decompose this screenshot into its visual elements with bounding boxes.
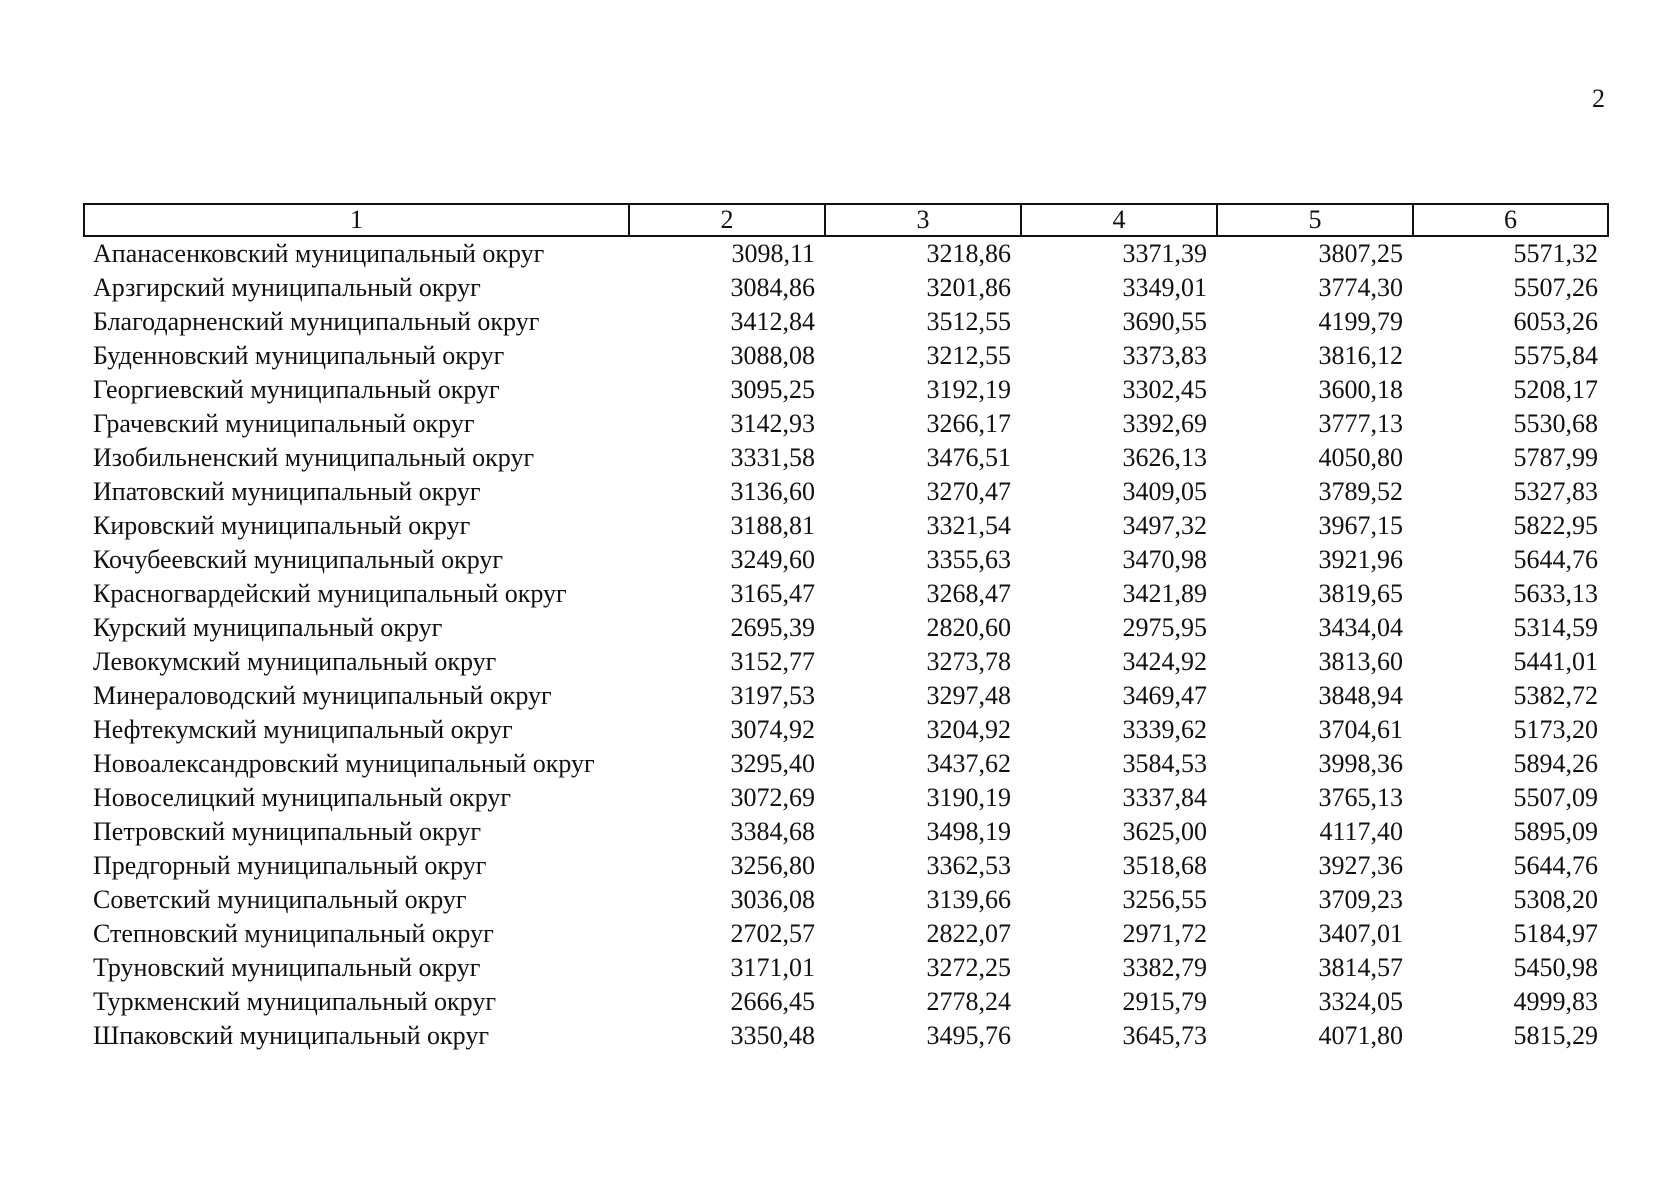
value-cell-col-5: 3704,61 [1318,715,1403,744]
value-cell-col-4: 3373,83 [1122,341,1207,370]
value-cell-col-2: 3072,69 [730,783,815,812]
district-name: Новоалександровский муниципальный округ [93,749,595,778]
district-name: Георгиевский муниципальный округ [93,375,500,404]
district-name: Советский муниципальный округ [93,885,467,914]
district-name: Петровский муниципальный округ [93,817,481,846]
table-row [84,849,1608,883]
value-cell-col-6: 5822,95 [1513,511,1598,540]
value-cell-col-6: 5530,68 [1513,409,1598,438]
value-cell-col-4: 3497,32 [1122,511,1207,540]
value-cell-col-2: 3256,80 [730,851,815,880]
district-name: Курский муниципальный округ [93,613,443,642]
value-cell-col-2: 3152,77 [730,647,815,676]
value-cell-col-3: 3212,55 [926,341,1011,370]
value-cell-col-4: 3382,79 [1122,953,1207,982]
value-cell-col-6: 5308,20 [1513,885,1598,914]
table-row [84,951,1608,985]
value-cell-col-5: 4071,80 [1318,1021,1403,1050]
value-cell-col-4: 3424,92 [1122,647,1207,676]
value-cell-col-5: 3848,94 [1318,681,1403,710]
value-cell-col-2: 3036,08 [730,885,815,914]
value-cell-col-3: 3204,92 [926,715,1011,744]
value-cell-col-4: 3371,39 [1122,239,1207,268]
district-name: Красногвардейский муниципальный округ [93,579,567,608]
table-row [84,339,1608,373]
table-row [84,985,1608,1019]
district-name: Предгорный муниципальный округ [93,851,487,880]
value-cell-col-2: 3088,08 [730,341,815,370]
value-cell-col-6: 5208,17 [1513,375,1598,404]
value-cell-col-5: 3819,65 [1318,579,1403,608]
table-row [84,713,1608,747]
value-cell-col-2: 3249,60 [730,545,815,574]
value-cell-col-4: 3518,68 [1122,851,1207,880]
value-cell-col-2: 2702,57 [730,919,815,948]
value-cell-col-5: 3407,01 [1318,919,1403,948]
value-cell-col-2: 3095,25 [730,375,815,404]
value-cell-col-5: 3774,30 [1318,273,1403,302]
value-cell-col-3: 2820,60 [926,613,1011,642]
value-cell-col-2: 3142,93 [730,409,815,438]
value-cell-col-6: 5575,84 [1513,341,1598,370]
value-cell-col-2: 3295,40 [730,749,815,778]
value-cell-col-6: 5173,20 [1513,715,1598,744]
value-cell-col-6: 5450,98 [1513,953,1598,982]
value-cell-col-5: 3814,57 [1318,953,1403,982]
value-cell-col-4: 3470,98 [1122,545,1207,574]
value-cell-col-5: 3967,15 [1318,511,1403,540]
district-name: Кировский муниципальный округ [93,511,471,540]
value-cell-col-5: 4050,80 [1318,443,1403,472]
value-cell-col-4: 2975,95 [1122,613,1207,642]
value-cell-col-2: 3074,92 [730,715,815,744]
table-body [84,236,1608,1053]
value-cell-col-5: 3789,52 [1318,477,1403,506]
value-cell-col-5: 3921,96 [1318,545,1403,574]
table-header [84,204,1608,236]
value-cell-col-6: 5895,09 [1513,817,1598,846]
value-cell-col-3: 3139,66 [926,885,1011,914]
value-cell-col-6: 5382,72 [1513,681,1598,710]
table-row [84,645,1608,679]
value-cell-col-3: 3272,25 [926,953,1011,982]
value-cell-col-3: 3218,86 [926,239,1011,268]
district-name: Новоселицкий муниципальный округ [93,783,512,812]
value-cell-col-5: 4199,79 [1318,307,1403,336]
value-cell-col-5: 3324,05 [1318,987,1403,1016]
value-cell-col-6: 5815,29 [1513,1021,1598,1050]
value-cell-col-5: 3777,13 [1318,409,1403,438]
value-cell-col-5: 3813,60 [1318,647,1403,676]
value-cell-col-4: 3469,47 [1122,681,1207,710]
district-name: Арзгирский муниципальный округ [93,273,481,302]
value-cell-col-3: 3362,53 [926,851,1011,880]
value-cell-col-4: 2915,79 [1122,987,1207,1016]
value-cell-col-6: 5327,83 [1513,477,1598,506]
district-name: Туркменский муниципальный округ [93,987,496,1016]
value-cell-col-5: 3709,23 [1318,885,1403,914]
value-cell-col-3: 3437,62 [926,749,1011,778]
value-cell-col-3: 3270,47 [926,477,1011,506]
value-cell-col-3: 3268,47 [926,579,1011,608]
value-cell-col-5: 4117,40 [1319,817,1403,846]
district-name: Изобильненский муниципальный округ [93,443,535,472]
value-cell-col-6: 5644,76 [1513,545,1598,574]
value-cell-col-2: 3331,58 [730,443,815,472]
table-row [84,543,1608,577]
district-name: Минераловодский муниципальный округ [93,681,552,710]
column-header-2: 2 [629,204,825,236]
value-cell-col-4: 3302,45 [1122,375,1207,404]
district-name: Степновский муниципальный округ [93,919,494,948]
value-cell-col-3: 2778,24 [926,987,1011,1016]
table-row [84,407,1608,441]
value-cell-col-6: 5507,09 [1513,783,1598,812]
district-name: Апанасенковский муниципальный округ [93,239,545,268]
table-row [84,509,1608,543]
value-cell-col-3: 3321,54 [926,511,1011,540]
table-row [84,271,1608,305]
district-name: Левокумский муниципальный округ [93,647,497,676]
district-name: Буденновский муниципальный округ [93,341,505,370]
table-row [84,917,1608,951]
value-cell-col-3: 3476,51 [926,443,1011,472]
table-row [84,577,1608,611]
value-cell-col-4: 3645,73 [1122,1021,1207,1050]
data-table [83,203,1609,1053]
value-cell-col-6: 4999,83 [1513,987,1598,1016]
value-cell-col-4: 3421,89 [1122,579,1207,608]
column-header-5: 5 [1217,204,1413,236]
header-row [84,204,1608,236]
value-cell-col-4: 3256,55 [1122,885,1207,914]
value-cell-col-5: 3765,13 [1318,783,1403,812]
value-cell-col-4: 3626,13 [1122,443,1207,472]
value-cell-col-6: 5184,97 [1513,919,1598,948]
value-cell-col-2: 3084,86 [730,273,815,302]
value-cell-col-6: 5633,13 [1513,579,1598,608]
table-row [84,883,1608,917]
value-cell-col-2: 2666,45 [730,987,815,1016]
value-cell-col-2: 3188,81 [730,511,815,540]
value-cell-col-3: 3201,86 [926,273,1011,302]
value-cell-col-2: 3350,48 [730,1021,815,1050]
value-cell-col-5: 3600,18 [1318,375,1403,404]
table-row [84,781,1608,815]
district-name: Нефтекумский муниципальный округ [93,715,513,744]
value-cell-col-2: 3098,11 [731,239,815,268]
value-cell-col-2: 3136,60 [730,477,815,506]
value-cell-col-4: 3392,69 [1122,409,1207,438]
value-cell-col-5: 3807,25 [1318,239,1403,268]
value-cell-col-3: 3512,55 [926,307,1011,336]
table-row [84,679,1608,713]
district-name: Грачевский муниципальный округ [93,409,475,438]
value-cell-col-6: 5571,32 [1513,239,1598,268]
value-cell-col-2: 3412,84 [730,307,815,336]
value-cell-col-4: 2971,72 [1122,919,1207,948]
table-row [84,441,1608,475]
district-name: Труновский муниципальный округ [93,953,481,982]
value-cell-col-3: 3498,19 [926,817,1011,846]
value-cell-col-4: 3584,53 [1122,749,1207,778]
table-row [84,475,1608,509]
value-cell-col-6: 5507,26 [1513,273,1598,302]
value-cell-col-3: 3273,78 [926,647,1011,676]
district-name: Кочубеевский муниципальный округ [93,545,504,574]
value-cell-col-3: 3297,48 [926,681,1011,710]
value-cell-col-4: 3690,55 [1122,307,1207,336]
page-number: 2 [1592,84,1605,113]
value-cell-col-3: 3266,17 [926,409,1011,438]
column-header-3: 3 [825,204,1021,236]
value-cell-col-3: 3495,76 [926,1021,1011,1050]
column-header-1: 1 [84,204,629,236]
table-row [84,815,1608,849]
value-cell-col-4: 3625,00 [1122,817,1207,846]
table-row [84,611,1608,645]
district-name: Шпаковский муниципальный округ [93,1021,489,1050]
value-cell-col-2: 3165,47 [730,579,815,608]
district-name: Ипатовский муниципальный округ [93,477,481,506]
table-row [84,1019,1608,1053]
value-cell-col-2: 3384,68 [730,817,815,846]
table-row [84,373,1608,407]
value-cell-col-6: 5314,59 [1513,613,1598,642]
table-row [84,747,1608,781]
column-header-6: 6 [1413,204,1608,236]
value-cell-col-3: 3190,19 [926,783,1011,812]
table-row [84,305,1608,339]
value-cell-col-6: 5644,76 [1513,851,1598,880]
table-row [84,236,1608,271]
value-cell-col-2: 3197,53 [730,681,815,710]
value-cell-col-5: 3998,36 [1318,749,1403,778]
value-cell-col-6: 5894,26 [1513,749,1598,778]
value-cell-col-4: 3339,62 [1122,715,1207,744]
value-cell-col-5: 3816,12 [1318,341,1403,370]
value-cell-col-5: 3434,04 [1318,613,1403,642]
value-cell-col-2: 2695,39 [730,613,815,642]
value-cell-col-6: 5787,99 [1513,443,1598,472]
value-cell-col-4: 3349,01 [1122,273,1207,302]
value-cell-col-3: 3355,63 [926,545,1011,574]
district-name: Благодарненский муниципальный округ [93,307,540,336]
value-cell-col-4: 3409,05 [1122,477,1207,506]
value-cell-col-5: 3927,36 [1318,851,1403,880]
value-cell-col-6: 6053,26 [1513,307,1598,336]
value-cell-col-4: 3337,84 [1122,783,1207,812]
value-cell-col-2: 3171,01 [730,953,815,982]
value-cell-col-3: 2822,07 [926,919,1011,948]
column-header-4: 4 [1021,204,1217,236]
value-cell-col-3: 3192,19 [926,375,1011,404]
value-cell-col-6: 5441,01 [1513,647,1598,676]
